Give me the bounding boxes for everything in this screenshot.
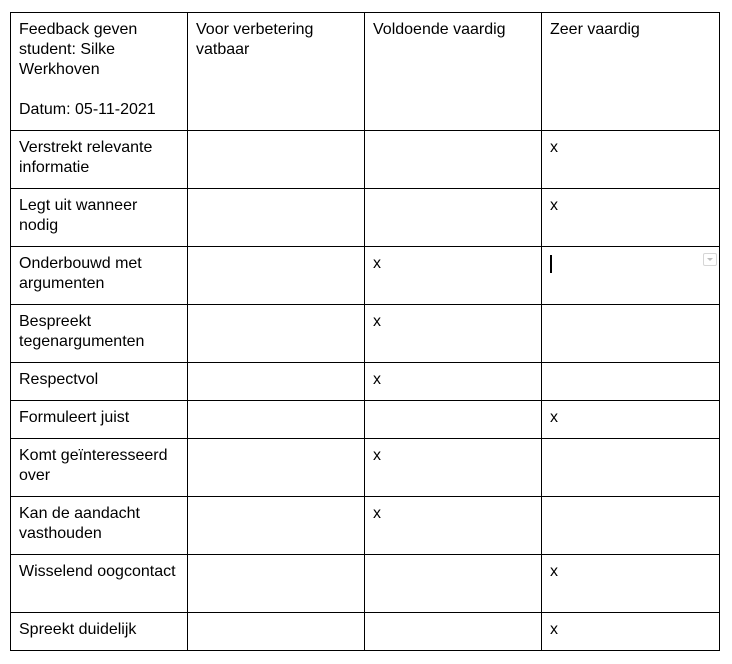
header-row bbox=[11, 13, 720, 131]
criterion-cell[interactable] bbox=[11, 247, 188, 305]
criterion-label: Spreekt duidelijk bbox=[19, 621, 137, 638]
criterion-cell[interactable] bbox=[11, 305, 188, 363]
table-row bbox=[11, 555, 720, 613]
mark-cell[interactable] bbox=[365, 613, 542, 651]
date-label: Datum: 05-11-2021 bbox=[19, 101, 156, 118]
criterion-label: Onderbouwd met argumenten bbox=[19, 255, 142, 292]
criterion-label: Wisselend oogcontact bbox=[19, 563, 176, 580]
mark: x bbox=[373, 313, 381, 330]
header-cell-level-1[interactable] bbox=[188, 13, 365, 131]
mark-cell[interactable] bbox=[365, 555, 542, 613]
mark-cell[interactable] bbox=[188, 131, 365, 189]
mark-cell[interactable] bbox=[542, 555, 720, 613]
mark-cell[interactable] bbox=[542, 363, 720, 401]
header-cell-level-3[interactable] bbox=[542, 13, 720, 131]
criterion-label: Kan de aandacht vasthouden bbox=[19, 505, 140, 542]
mark-cell[interactable] bbox=[188, 305, 365, 363]
table-row bbox=[11, 363, 720, 401]
header-cell-criterion[interactable] bbox=[11, 13, 188, 131]
text-cursor bbox=[550, 255, 552, 273]
table-row bbox=[11, 305, 720, 363]
mark: x bbox=[550, 621, 558, 638]
mark: x bbox=[550, 139, 558, 156]
criterion-cell[interactable] bbox=[11, 439, 188, 497]
mark-cell[interactable] bbox=[188, 439, 365, 497]
feedback-table bbox=[10, 12, 720, 651]
level-label: Zeer vaardig bbox=[550, 21, 640, 38]
criterion-cell[interactable] bbox=[11, 131, 188, 189]
table-row bbox=[11, 497, 720, 555]
mark-cell[interactable] bbox=[542, 497, 720, 555]
table-row bbox=[11, 401, 720, 439]
mark-cell[interactable] bbox=[542, 613, 720, 651]
mark-cell[interactable] bbox=[188, 189, 365, 247]
mark-cell[interactable] bbox=[542, 305, 720, 363]
table-row bbox=[11, 439, 720, 497]
criterion-label: Respectvol bbox=[19, 371, 99, 388]
mark: x bbox=[373, 447, 381, 464]
mark-cell[interactable] bbox=[542, 189, 720, 247]
mark-cell[interactable] bbox=[365, 497, 542, 555]
criterion-cell[interactable] bbox=[11, 189, 188, 247]
criterion-cell[interactable] bbox=[11, 363, 188, 401]
mark: x bbox=[550, 563, 558, 580]
mark-cell[interactable] bbox=[188, 363, 365, 401]
level-label: Voor verbetering vatbaar bbox=[196, 21, 314, 58]
mark-cell[interactable] bbox=[188, 555, 365, 613]
table-row bbox=[11, 131, 720, 189]
mark-cell[interactable] bbox=[188, 613, 365, 651]
mark-cell[interactable] bbox=[365, 189, 542, 247]
criterion-cell[interactable] bbox=[11, 613, 188, 651]
mark-cell[interactable] bbox=[365, 401, 542, 439]
mark-cell[interactable] bbox=[365, 247, 542, 305]
mark-cell[interactable] bbox=[188, 401, 365, 439]
chevron-down-icon[interactable] bbox=[703, 253, 717, 266]
mark: x bbox=[373, 255, 381, 272]
header-cell-level-2[interactable] bbox=[365, 13, 542, 131]
mark-cell[interactable] bbox=[542, 401, 720, 439]
mark-cell[interactable] bbox=[365, 305, 542, 363]
mark-cell-active[interactable] bbox=[542, 247, 720, 305]
mark-cell[interactable] bbox=[365, 131, 542, 189]
criterion-label: Formuleert juist bbox=[19, 409, 130, 426]
mark-cell[interactable] bbox=[188, 497, 365, 555]
mark-cell[interactable] bbox=[365, 363, 542, 401]
criterion-label: Verstrekt relevante informatie bbox=[19, 139, 153, 176]
criterion-cell[interactable] bbox=[11, 497, 188, 555]
mark: x bbox=[373, 505, 381, 522]
mark: x bbox=[550, 409, 558, 426]
criterion-cell[interactable] bbox=[11, 401, 188, 439]
criterion-label: Legt uit wanneer nodig bbox=[19, 197, 138, 234]
mark: x bbox=[550, 197, 558, 214]
table-row bbox=[11, 189, 720, 247]
level-label: Voldoende vaardig bbox=[373, 21, 506, 38]
criterion-title: Feedback geven student: Silke Werkhoven bbox=[19, 21, 138, 78]
criterion-cell[interactable] bbox=[11, 555, 188, 613]
mark-cell[interactable] bbox=[542, 131, 720, 189]
criterion-label: Bespreekt tegenargumenten bbox=[19, 313, 145, 350]
mark-cell[interactable] bbox=[365, 439, 542, 497]
mark-cell[interactable] bbox=[542, 439, 720, 497]
criterion-label: Komt geïnteresseerd over bbox=[19, 447, 168, 484]
mark-cell[interactable] bbox=[188, 247, 365, 305]
table-row bbox=[11, 247, 720, 305]
table-row bbox=[11, 613, 720, 651]
mark: x bbox=[373, 371, 381, 388]
